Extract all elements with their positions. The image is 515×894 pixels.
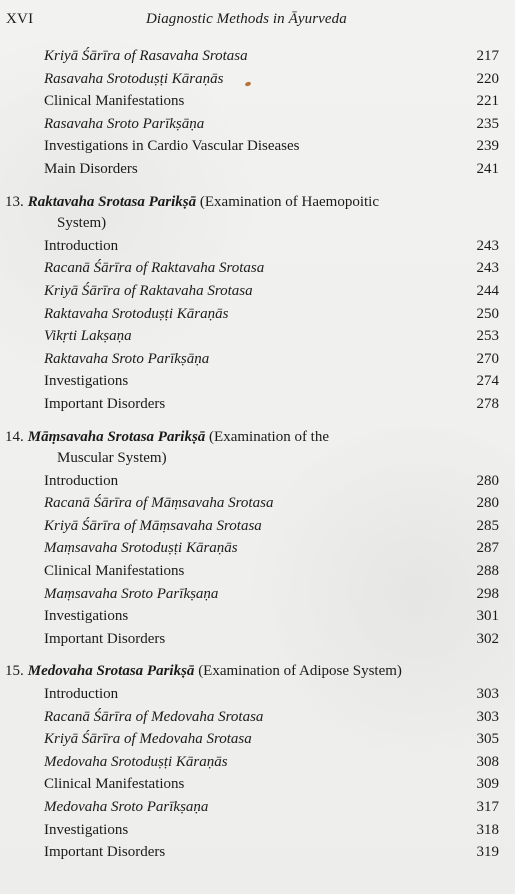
- section-number: 15.: [5, 663, 24, 680]
- toc-entry-page: 270: [476, 350, 499, 367]
- toc-entry-label: Clinical Manifestations: [44, 93, 185, 110]
- toc-entry-label: Rasavaha Sroto Parīkṣāṇa: [44, 115, 205, 132]
- toc-entry-page: 298: [476, 585, 499, 602]
- toc-entry-page: 287: [476, 540, 499, 557]
- toc-entry-page: 239: [476, 138, 499, 155]
- toc-entry-label: Kriyā Śārīra of Raktavaha Srotasa: [44, 282, 253, 299]
- toc-entry: [0, 583, 515, 606]
- toc-section-14: [0, 426, 515, 651]
- toc-entry-label: Kriyā Śārīra of Rasavaha Srotasa: [44, 48, 248, 64]
- toc-entry: [0, 113, 515, 136]
- table-of-contents: [0, 45, 515, 864]
- toc-entry-label: Introduction: [44, 472, 119, 489]
- toc-entry: [0, 796, 515, 819]
- toc-entry: [0, 560, 515, 583]
- toc-entry-label: Important Disorders: [44, 395, 166, 412]
- toc-entry-page: 309: [476, 776, 499, 793]
- section-title-continuation: System): [57, 215, 107, 232]
- toc-entry-page: 274: [476, 373, 499, 390]
- toc-entry: [0, 683, 515, 706]
- toc-entry: [0, 537, 515, 560]
- toc-entry-label: Investigations in Cardio Vascular Diseases: [44, 138, 300, 155]
- section-title-continuation: Muscular System): [57, 450, 167, 467]
- toc-entry: [0, 492, 515, 515]
- toc-entry: [0, 303, 515, 326]
- toc-entry-label: Kriyā Śārīra of Māṃsavaha Srotasa: [44, 517, 262, 534]
- section-number: 14.: [5, 428, 24, 445]
- toc-entry-page: 278: [476, 395, 499, 412]
- top-entry-list: [0, 45, 515, 181]
- section-title-emphasis: Medovaha Srotasa Parikṣā: [27, 663, 195, 680]
- section-heading: [0, 191, 460, 235]
- toc-entry-page: 235: [476, 115, 499, 132]
- toc-entry-label: Investigations: [44, 608, 129, 625]
- toc-entry: [0, 45, 515, 68]
- section-number: 13.: [5, 193, 24, 210]
- toc-entry-page: 318: [476, 821, 499, 838]
- toc-entry-label: Kriyā Śārīra of Medovaha Srotasa: [44, 731, 252, 748]
- toc-entry-page: 288: [476, 563, 499, 580]
- toc-entry-page: 303: [476, 686, 499, 703]
- toc-entry: [0, 235, 515, 258]
- toc-entry-label: Clinical Manifestations: [44, 563, 185, 580]
- toc-entry-label: Racanā Śārīra of Raktavaha Srotasa: [44, 260, 265, 277]
- toc-entry: [0, 257, 515, 280]
- toc-entry-page: 319: [476, 844, 499, 861]
- toc-entry: [0, 470, 515, 493]
- toc-entry: [0, 68, 515, 91]
- toc-entry-label: Introduction: [44, 237, 119, 254]
- toc-entry: [0, 325, 515, 348]
- toc-entry: [0, 158, 515, 181]
- section-heading: [0, 660, 510, 683]
- toc-entry-label: Rasavaha Srotoduṣṭi Kāraṇās: [44, 70, 224, 87]
- toc-entry: [0, 751, 515, 774]
- toc-entry-label: Raktavaha Sroto Parīkṣāṇa: [44, 350, 210, 367]
- toc-entry-page: 217: [476, 48, 499, 64]
- toc-entry-label: Important Disorders: [44, 844, 166, 861]
- toc-entry-label: Important Disorders: [44, 630, 166, 647]
- toc-entry: [0, 605, 515, 628]
- toc-entry-page: 280: [476, 472, 499, 489]
- toc-entry-label: Racanā Śārīra of Medovaha Srotasa: [44, 708, 264, 725]
- toc-entry-page: 220: [476, 70, 499, 87]
- toc-entry-page: 308: [476, 753, 499, 770]
- toc-section-15: [0, 660, 515, 863]
- toc-entry-page: 243: [476, 237, 499, 254]
- toc-entry-label: Raktavaha Srotoduṣṭi Kāraṇās: [44, 305, 229, 322]
- toc-entry: [0, 628, 515, 651]
- toc-entry: [0, 348, 515, 371]
- toc-entry-page: 243: [476, 260, 499, 277]
- toc-entry-label: Introduction: [44, 686, 119, 703]
- section-title-rest: (Examination of Adipose System): [194, 663, 402, 680]
- toc-entry: [0, 706, 515, 729]
- toc-entry-page: 302: [476, 630, 499, 647]
- toc-entry-page: 305: [476, 731, 499, 748]
- toc-section-13: [0, 191, 515, 416]
- toc-entry-page: 280: [476, 495, 499, 512]
- toc-entry-page: 301: [476, 608, 499, 625]
- running-head: [0, 7, 515, 31]
- toc-entry-page: 221: [476, 93, 499, 110]
- toc-entry-page: 244: [476, 282, 499, 299]
- toc-entry-label: Main Disorders: [44, 160, 138, 177]
- toc-entry-label: Clinical Manifestations: [44, 776, 185, 793]
- toc-entry: [0, 280, 515, 303]
- toc-entry-page: 285: [476, 517, 499, 534]
- toc-entry-label: Maṃsavaha Sroto Parīkṣaṇa: [44, 585, 219, 602]
- toc-entry: [0, 841, 515, 864]
- toc-entry-label: Medovaha Srotoduṣṭi Kāraṇās: [44, 753, 228, 770]
- toc-entry-label: Investigations: [44, 373, 129, 390]
- toc-entry-page: 317: [476, 799, 499, 815]
- toc-entry: [0, 515, 515, 538]
- toc-entry-page: 253: [476, 328, 499, 345]
- toc-entry: [0, 773, 515, 796]
- toc-entry-page: 250: [476, 305, 499, 322]
- toc-entry-label: Vikṛti Lakṣaṇa: [44, 328, 132, 345]
- toc-entry: [0, 370, 515, 393]
- section-title-rest: (Examination of Haemopoitic: [196, 193, 379, 210]
- toc-entry: [0, 90, 515, 113]
- toc-entry: [0, 393, 515, 416]
- toc-entry-page: 241: [476, 160, 499, 177]
- toc-entry-page: 303: [476, 708, 499, 725]
- toc-entry: [0, 819, 515, 842]
- toc-entry-label: Maṃsavaha Srotoduṣṭi Kāraṇās: [44, 540, 238, 557]
- toc-entry-label: Investigations: [44, 821, 129, 838]
- section-title-rest: (Examination of the: [205, 428, 330, 445]
- toc-entry-label: Racanā Śārīra of Māṃsavaha Srotasa: [44, 495, 274, 512]
- book-title: Diagnostic Methods in Āyurveda: [146, 11, 347, 27]
- toc-entry: [0, 728, 515, 751]
- toc-entry-label: Medovaha Sroto Parīkṣaṇa: [44, 799, 209, 815]
- page-number: XVI: [6, 11, 34, 27]
- section-title-emphasis: Māṃsavaha Srotasa Parikṣā: [27, 428, 206, 445]
- toc-entry: [0, 135, 515, 158]
- section-heading: [0, 426, 460, 470]
- section-title-emphasis: Raktavaha Srotasa Parikṣā: [27, 193, 197, 210]
